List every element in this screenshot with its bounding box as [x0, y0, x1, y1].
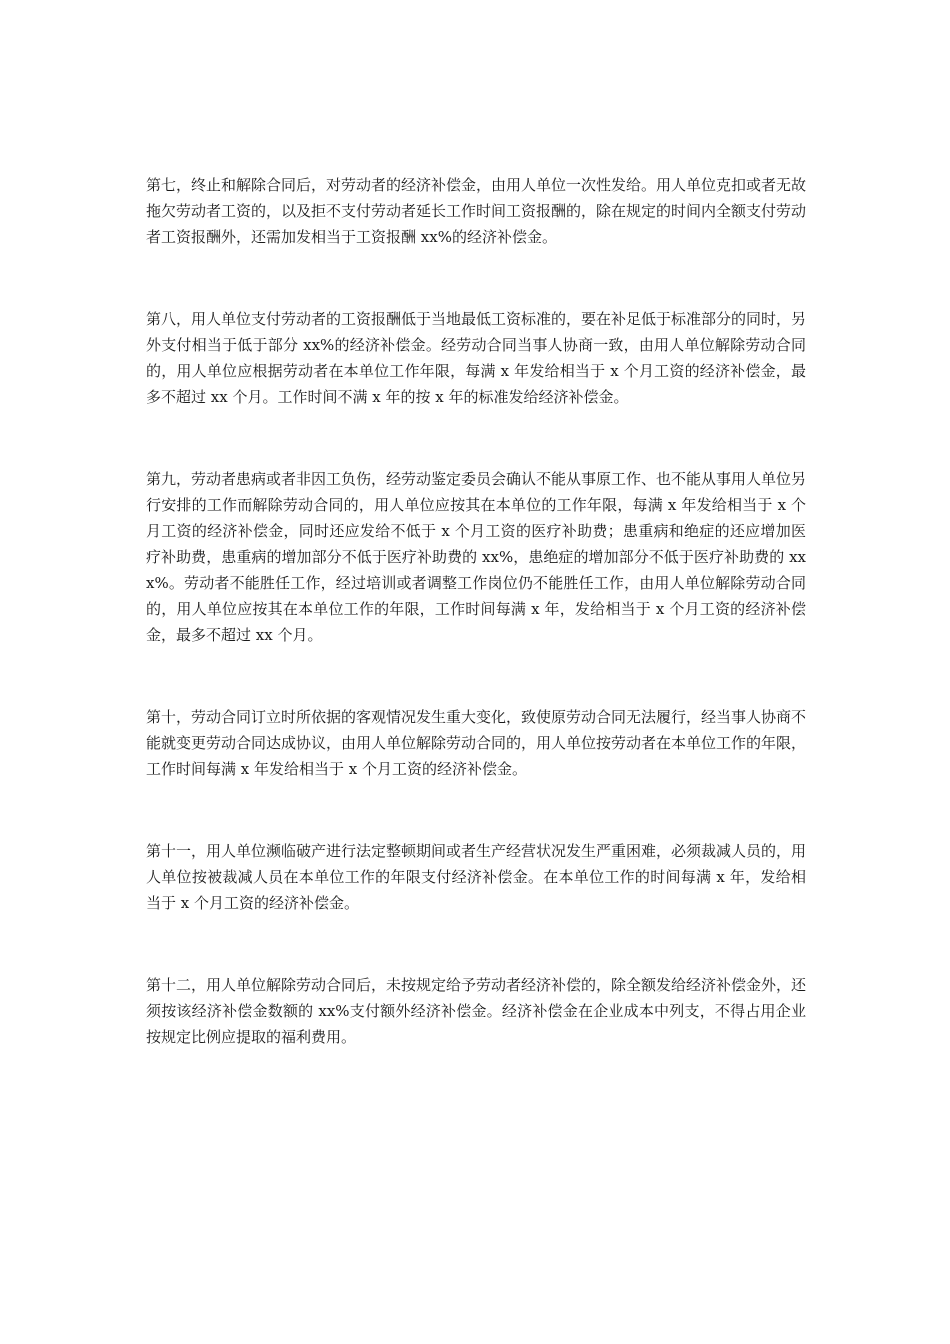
paragraph-article-11: 第十一，用人单位濒临破产进行法定整顿期间或者生产经营状况发生严重困难，必须裁减人员的，用人单位按被裁减人员在本单位工作的年限支付经济补偿金。在本单位工作的时间每满 x 年，发给相当于 x 个月工资的经济补偿金。 [146, 842, 807, 912]
paragraph-article-10: 第十，劳动合同订立时所依据的客观情况发生重大变化，致使原劳动合同无法履行，经当事人协商不能就变更劳动合同达成协议，由用人单位解除劳动合同的，用人单位按劳动者在本单位工作的年限，工作时间每满 x 年发给相当于 x 个月工资的经济补偿金。 [146, 708, 807, 778]
paragraph-article-8: 第八，用人单位支付劳动者的工资报酬低于当地最低工资标准的，要在补足低于标准部分的同时，另外支付相当于低于部分 xx%的经济补偿金。经劳动合同当事人协商一致，由用人单位解除劳动合同的，用人单位应根据劳动者在本单位工作年限，每满 x 年发给相当于 x 个月工资的经济补偿金，最多不超过 xx 个月。工作时间不满 x 年的按 x 年的标准发给经济补偿金。 [146, 310, 807, 406]
document-body [146, 172, 806, 1106]
paragraph-article-9: 第九，劳动者患病或者非因工负伤，经劳动鉴定委员会确认不能从事原工作、也不能从事用人单位另行安排的工作而解除劳动合同的，用人单位应按其在本单位的工作年限，每满 x 年发给相当于 x 个月工资的经济补偿金，同时还应发给不低于 x 个月工资的医疗补助费；患重病和绝症的还应增加医疗补助费，患重病的增加部分不低于医疗补助费的 xx%，患绝症的增加部分不低于医疗补助费的 xxx%。劳动者不能胜任工作，经过培训或者调整工作岗位仍不能胜任工作，由用人单位解除劳动合同的，用人单位应按其在本单位工作的年限，工作时间每满 x 年，发给相当于 x 个月工资的经济补偿金，最多不超过 xx 个月。 [146, 470, 807, 644]
paragraph-article-7: 第七，终止和解除合同后，对劳动者的经济补偿金，由用人单位一次性发给。用人单位克扣或者无故拖欠劳动者工资的，以及拒不支付劳动者延长工作时间工资报酬的，除在规定的时间内全额支付劳动者工资报酬外，还需加发相当于工资报酬 xx%的经济补偿金。 [146, 176, 807, 246]
paragraph-article-12: 第十二，用人单位解除劳动合同后，未按规定给予劳动者经济补偿的，除全额发给经济补偿金外，还须按该经济补偿金数额的 xx%支付额外经济补偿金。经济补偿金在企业成本中列支，不得占用企业按规定比例应提取的福利费用。 [146, 976, 807, 1046]
